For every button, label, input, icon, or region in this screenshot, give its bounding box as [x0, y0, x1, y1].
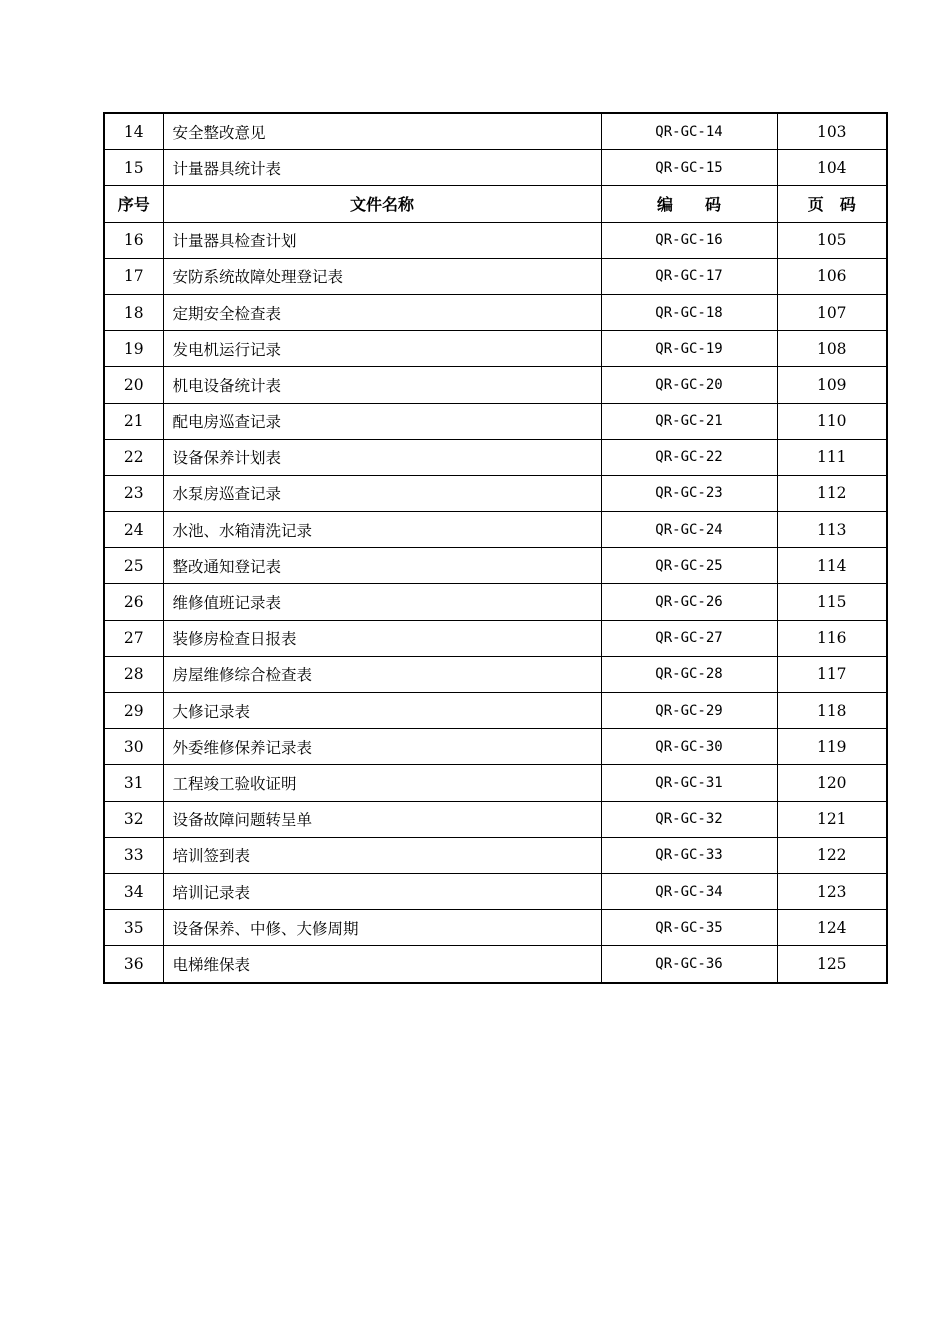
table-row	[104, 946, 887, 983]
row-number: 29	[104, 693, 163, 729]
table-row	[104, 801, 887, 837]
file-code: QR-GC-29	[601, 693, 777, 729]
file-name: 设备保养、中修、大修周期	[163, 910, 601, 946]
table-row	[104, 837, 887, 873]
file-name: 安全整改意见	[163, 113, 601, 150]
file-code: QR-GC-15	[601, 150, 777, 186]
header-number: 序号	[104, 186, 163, 222]
file-name: 配电房巡查记录	[163, 403, 601, 439]
table-row	[104, 475, 887, 511]
header-code: 编 码	[601, 186, 777, 222]
page-number: 120	[777, 765, 887, 801]
row-number: 24	[104, 512, 163, 548]
page-number: 109	[777, 367, 887, 403]
table-row	[104, 765, 887, 801]
file-code: QR-GC-18	[601, 294, 777, 330]
table-row	[104, 656, 887, 692]
row-number: 26	[104, 584, 163, 620]
header-page: 页 码	[777, 186, 887, 222]
table-row	[104, 367, 887, 403]
page-number: 118	[777, 693, 887, 729]
file-code: QR-GC-36	[601, 946, 777, 983]
page-number: 125	[777, 946, 887, 983]
page-number: 119	[777, 729, 887, 765]
row-number: 35	[104, 910, 163, 946]
row-number: 25	[104, 548, 163, 584]
row-number: 21	[104, 403, 163, 439]
file-code: QR-GC-31	[601, 765, 777, 801]
row-number: 36	[104, 946, 163, 983]
file-name: 整改通知登记表	[163, 548, 601, 584]
page-number: 111	[777, 439, 887, 475]
row-number: 14	[104, 113, 163, 150]
table-header-row	[104, 186, 887, 222]
row-number: 19	[104, 331, 163, 367]
file-name: 计量器具检查计划	[163, 222, 601, 258]
row-number: 34	[104, 873, 163, 909]
table-row	[104, 113, 887, 150]
file-name: 外委维修保养记录表	[163, 729, 601, 765]
file-name: 工程竣工验收证明	[163, 765, 601, 801]
page-number: 116	[777, 620, 887, 656]
file-code: QR-GC-16	[601, 222, 777, 258]
file-code: QR-GC-32	[601, 801, 777, 837]
file-name: 水泵房巡查记录	[163, 475, 601, 511]
table-row	[104, 910, 887, 946]
file-code: QR-GC-25	[601, 548, 777, 584]
file-code: QR-GC-28	[601, 656, 777, 692]
file-code: QR-GC-35	[601, 910, 777, 946]
file-code: QR-GC-19	[601, 331, 777, 367]
row-number: 17	[104, 258, 163, 294]
table-row	[104, 512, 887, 548]
file-code: QR-GC-30	[601, 729, 777, 765]
file-name: 设备故障问题转呈单	[163, 801, 601, 837]
row-number: 28	[104, 656, 163, 692]
file-code: QR-GC-20	[601, 367, 777, 403]
file-name: 安防系统故障处理登记表	[163, 258, 601, 294]
file-name: 设备保养计划表	[163, 439, 601, 475]
page-number: 103	[777, 113, 887, 150]
row-number: 27	[104, 620, 163, 656]
page-number: 108	[777, 331, 887, 367]
page-number: 106	[777, 258, 887, 294]
page-number: 124	[777, 910, 887, 946]
row-number: 16	[104, 222, 163, 258]
file-code: QR-GC-23	[601, 475, 777, 511]
table-body	[104, 222, 887, 982]
table-row	[104, 294, 887, 330]
row-number: 22	[104, 439, 163, 475]
page-number: 121	[777, 801, 887, 837]
page-number: 104	[777, 150, 887, 186]
page-number: 123	[777, 873, 887, 909]
file-code: QR-GC-14	[601, 113, 777, 150]
table-row	[104, 548, 887, 584]
file-code: QR-GC-33	[601, 837, 777, 873]
file-index-table	[103, 112, 888, 984]
table-row	[104, 439, 887, 475]
header-file-name: 文件名称	[163, 186, 601, 222]
row-number: 23	[104, 475, 163, 511]
page-number: 115	[777, 584, 887, 620]
file-name: 装修房检查日报表	[163, 620, 601, 656]
file-code: QR-GC-34	[601, 873, 777, 909]
row-number: 33	[104, 837, 163, 873]
table-row	[104, 258, 887, 294]
table-body-top	[104, 113, 887, 222]
row-number: 15	[104, 150, 163, 186]
file-name: 定期安全检查表	[163, 294, 601, 330]
file-name: 发电机运行记录	[163, 331, 601, 367]
table-row	[104, 693, 887, 729]
file-name: 大修记录表	[163, 693, 601, 729]
file-name: 培训记录表	[163, 873, 601, 909]
file-name: 水池、水箱清洗记录	[163, 512, 601, 548]
file-name: 培训签到表	[163, 837, 601, 873]
table-row	[104, 150, 887, 186]
file-code: QR-GC-24	[601, 512, 777, 548]
page-number: 117	[777, 656, 887, 692]
file-name: 机电设备统计表	[163, 367, 601, 403]
page-number: 105	[777, 222, 887, 258]
file-code: QR-GC-22	[601, 439, 777, 475]
table-row	[104, 584, 887, 620]
row-number: 20	[104, 367, 163, 403]
row-number: 31	[104, 765, 163, 801]
page-number: 122	[777, 837, 887, 873]
table-row	[104, 222, 887, 258]
table-row	[104, 403, 887, 439]
file-name: 房屋维修综合检查表	[163, 656, 601, 692]
page-number: 112	[777, 475, 887, 511]
page-number: 113	[777, 512, 887, 548]
file-name: 维修值班记录表	[163, 584, 601, 620]
file-code: QR-GC-26	[601, 584, 777, 620]
table-row	[104, 729, 887, 765]
file-code: QR-GC-27	[601, 620, 777, 656]
page-number: 110	[777, 403, 887, 439]
table-row	[104, 331, 887, 367]
file-name: 电梯维保表	[163, 946, 601, 983]
page-number: 107	[777, 294, 887, 330]
row-number: 18	[104, 294, 163, 330]
file-name: 计量器具统计表	[163, 150, 601, 186]
table-row	[104, 873, 887, 909]
file-code: QR-GC-21	[601, 403, 777, 439]
table-row	[104, 620, 887, 656]
file-code: QR-GC-17	[601, 258, 777, 294]
row-number: 30	[104, 729, 163, 765]
page-number: 114	[777, 548, 887, 584]
row-number: 32	[104, 801, 163, 837]
